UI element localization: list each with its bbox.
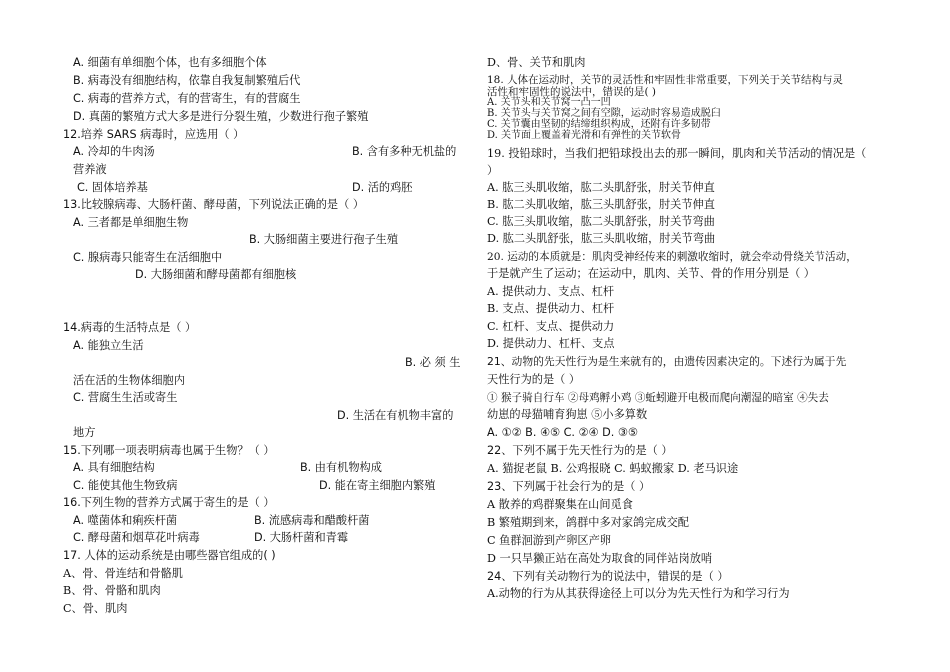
q15-option-b: B. 由有机物构成 — [300, 461, 382, 474]
q12-option-a: A. 冷却的牛肉汤 — [73, 145, 155, 158]
q23-option-a: A 散养的鸡群聚集在山间觅食 — [487, 498, 633, 511]
q13-stem: 13.比较腺病毒、大肠杆菌、酵母菌，下列说法正确的是（ ） — [63, 198, 365, 211]
q20-option-a: A. 提供动力、支点、杠杆 — [487, 285, 615, 298]
q12-option-d: D. 活的鸡胚 — [352, 181, 413, 194]
q14-option-c: C. 营腐生生活或寄生 — [73, 391, 178, 404]
q23-option-b: B 繁殖期到来，鸽群中多对家鸽完成交配 — [487, 516, 689, 529]
q19-option-c: C. 肱三头肌收缩，肱二头肌舒张，肘关节弯曲 — [487, 215, 715, 228]
q16-option-d: D. 大肠杆菌和青霉 — [254, 531, 349, 544]
q18-option-d: D. 关节面上覆盖着光滑和有弹性的关节软骨 — [487, 130, 682, 141]
q12-stem: 12.培养 SARS 病毒时，应选用（ ） — [63, 128, 245, 141]
q20-stem: 20. 运动的本质就是：肌肉受神经传来的刺激收缩时，就会牵动骨绕关节活动， — [487, 251, 857, 263]
q18-stem: 18. 人体在运动时，关节的灵活性和牢固性非常重要，下列关于关节结构与灵 — [487, 74, 844, 86]
q15-option-c: C. 能使其他生物致病 — [73, 479, 178, 492]
q15-stem: 15.下列哪一项表明病毒也属于生物？（ ） — [63, 444, 275, 457]
q13-option-b: B. 大肠细菌主要进行孢子生殖 — [249, 233, 399, 246]
q16-option-b: B. 流感病毒和醋酸杆菌 — [254, 514, 370, 527]
q17-option-b: B、骨、骨骼和肌肉 — [63, 584, 161, 597]
q12-option-b: B. 含有多种无机盐的 — [352, 145, 457, 158]
q15-option-d: D. 能在寄主细胞内繁殖 — [319, 479, 436, 492]
q17-option-c: C、骨、肌肉 — [63, 602, 128, 615]
q14-option-b-cont: 活在活的生物体细胞内 — [73, 374, 185, 387]
q14-option-b: B. 必 须 生 — [405, 356, 461, 369]
q19-option-b: B. 肱二头肌收缩，肱三头肌舒张，肘关节伸直 — [487, 198, 715, 211]
q23-option-c: C 鱼群洄游到产卵区产卵 — [487, 534, 611, 547]
q14-option-d-cont: 地方 — [73, 426, 96, 439]
q22-stem: 22、下列不属于先天性行为的是（ ） — [487, 444, 673, 457]
q11-option-a: A. 细菌有单细胞个体，也有多细胞个体 — [73, 56, 267, 69]
q11-option-b: B. 病毒没有细胞结构，依靠自我复制繁殖后代 — [73, 74, 301, 87]
q19-stem-cont: ） — [487, 164, 499, 177]
q13-option-d: D. 大肠细菌和酵母菌都有细胞核 — [135, 268, 297, 281]
q12-option-c: C. 固体培养基 — [77, 181, 148, 194]
q20-option-b: B. 支点、提供动力、杠杆 — [487, 302, 615, 315]
q16-option-a: A. 噬菌体和痢疾杆菌 — [73, 514, 178, 527]
q16-option-c: C. 酵母菌和烟草花叶病毒 — [73, 531, 200, 544]
q14-option-d: D. 生活在有机物丰富的 — [337, 409, 454, 422]
q24-stem: 24、下列有关动物行为的说法中，错误的是（ ） — [487, 570, 729, 583]
q14-option-a: A. 能独立生活 — [73, 339, 144, 352]
q15-option-a: A. 具有细胞结构 — [73, 461, 155, 474]
q16-stem: 16.下列生物的营养方式属于寄生的是（ ） — [63, 496, 275, 509]
q13-option-a: A. 三者都是单细胞生物 — [73, 216, 189, 229]
q23-option-d: D 一只旱獭正站在高处为取食的同伴站岗放哨 — [487, 552, 713, 565]
q11-option-d: D. 真菌的繁殖方式大多是进行分裂生殖，少数进行孢子繁殖 — [73, 110, 369, 123]
q17-option-d: D、骨、关节和肌肉 — [487, 56, 586, 69]
q20-option-d: D. 提供动力、杠杆、支点 — [487, 337, 615, 350]
q21-options: A. ①② B. ④⑤ C. ②④ D. ③⑤ — [487, 426, 638, 439]
q18-option-a: A. 关节头和关节窝一凸一凹 — [487, 97, 611, 108]
q13-option-c: C. 腺病毒只能寄生在活细胞中 — [73, 251, 223, 264]
q21-stem: 21、动物的先天性行为是生来就有的，由遗传因素决定的。下述行为属于先 — [487, 355, 847, 368]
q17-option-a: A、骨、骨连结和骨骼肌 — [63, 567, 183, 580]
q12-option-b-cont: 营养液 — [73, 163, 107, 176]
q21-items: ① 猴子骑自行车 ②母鸡孵小鸡 ③蚯蚓避开电极而爬向潮湿的暗室 ④失去 — [487, 392, 829, 404]
q19-option-d: D. 肱二头肌舒张，肱三头肌收缩，肘关节弯曲 — [487, 232, 716, 245]
q20-stem-cont: 于是就产生了运动；在运动中，肌肉、关节、骨的作用分别是（ ） — [487, 267, 815, 280]
q14-stem: 14.病毒的生活特点是（ ） — [63, 321, 197, 334]
q20-option-c: C. 杠杆、支点、提供动力 — [487, 320, 615, 333]
q17-stem: 17. 人体的运动系统是由哪些器官组成的( ) — [63, 549, 276, 562]
q24-option-a: A.动物的行为从其获得途径上可以分为先天性行为和学习行为 — [487, 587, 790, 600]
q11-option-c: C. 病毒的营养方式，有的营寄生，有的营腐生 — [73, 92, 301, 105]
q23-stem: 23、下列属于社会行为的是（ ） — [487, 480, 651, 493]
q18-option-c: C. 关节囊由坚韧的结缔组织构成，还附有许多韧带 — [487, 119, 711, 130]
q21-items-cont: 幼崽的母猫哺育狗崽 ⑤小多算数 — [487, 408, 648, 421]
q21-stem-cont: 天性行为的是（ ） — [487, 373, 581, 386]
q19-stem: 19. 投铅球时，当我们把铅球投出去的那一瞬间，肌肉和关节活动的情况是（ — [487, 147, 867, 160]
q18-stem-cont: 活性和牢固性的说法中，错误的是( ) — [487, 86, 657, 98]
q22-options: A. 猫捉老鼠 B. 公鸡报晓 C. 蚂蚁搬家 D. 老马识途 — [487, 462, 739, 475]
q18-option-b: B. 关节头与关节窝之间有空隙，运动时容易造成脱臼 — [487, 108, 721, 119]
q19-option-a: A. 肱三头肌收缩，肱二头肌舒张，肘关节伸直 — [487, 181, 715, 194]
